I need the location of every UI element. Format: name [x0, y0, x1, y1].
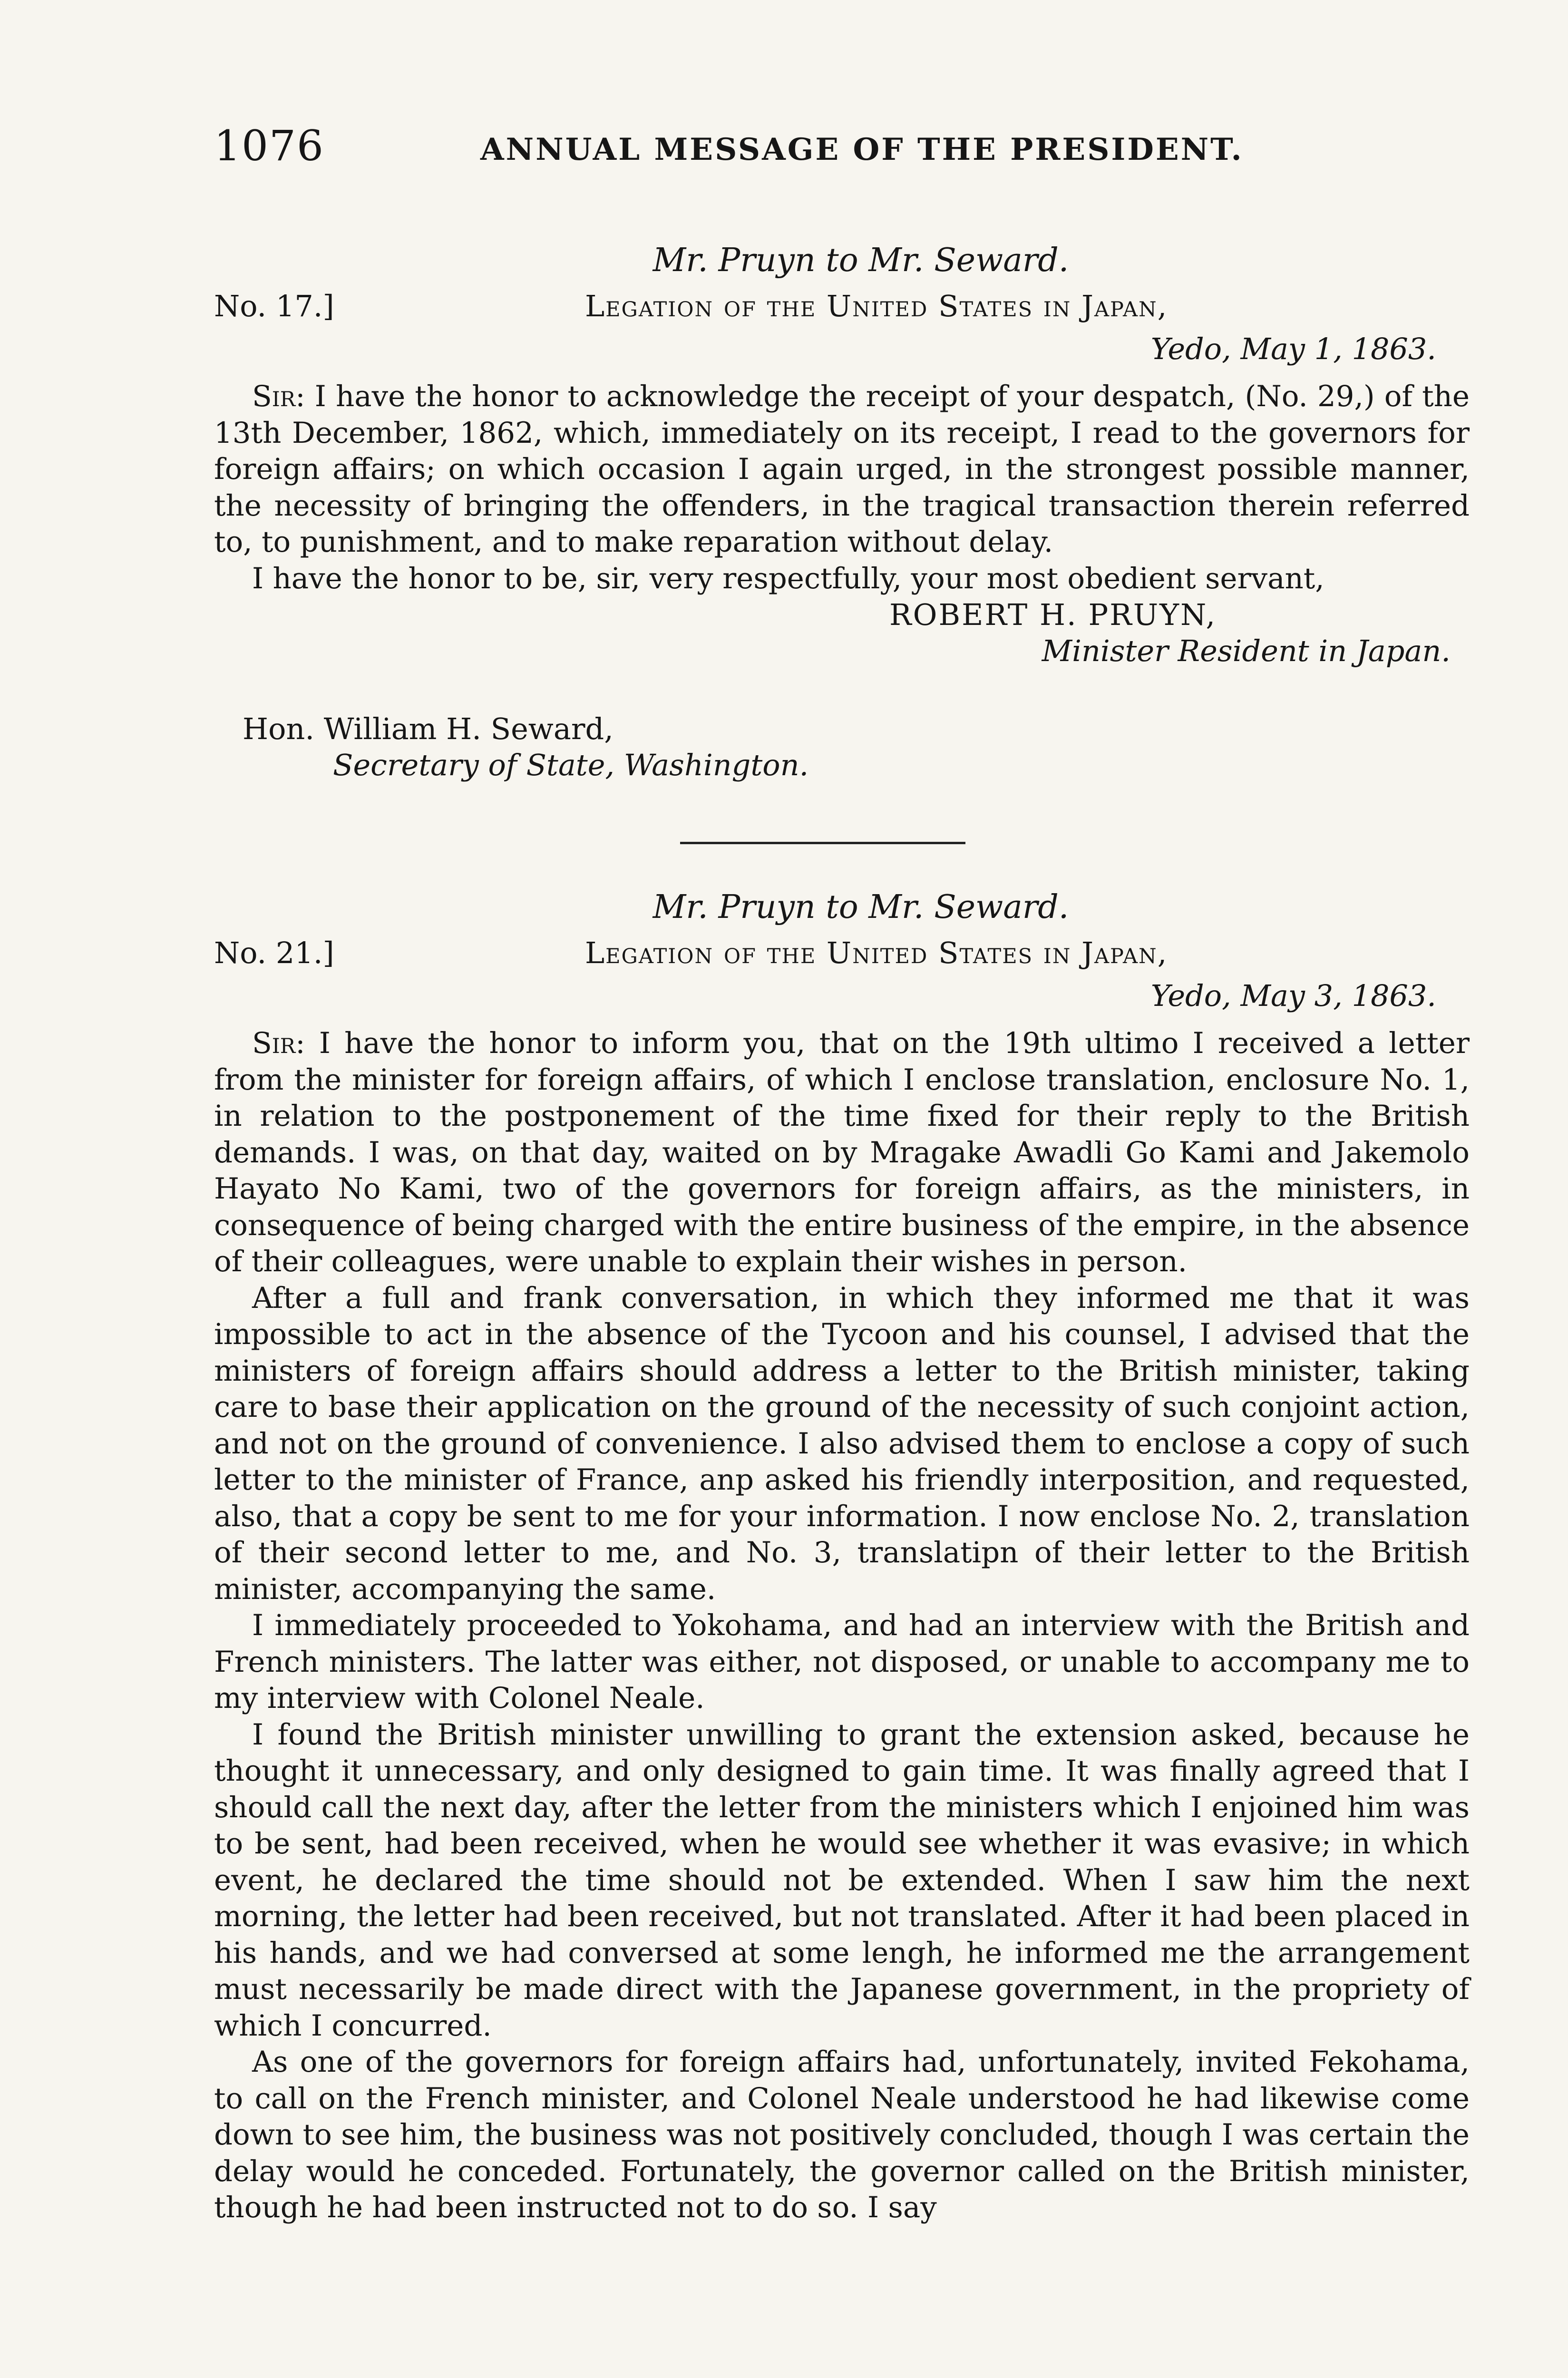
dateline: Yedo, May 3, 1863.	[1150, 978, 1436, 1013]
letter-number: No. 21.]	[214, 936, 334, 970]
paragraph: I immediately proceeded to Yokohama, and had an interview with the British and French ministers. The latter was either, not disposed, or unable to accompany me to my interview with Colonel Neale.	[214, 1608, 1470, 1715]
letter-body	[214, 1025, 1470, 2226]
letter-meta	[214, 283, 1470, 379]
page-header	[214, 121, 1470, 188]
letter-number: No. 17.]	[214, 289, 334, 323]
legation-line: Legation of the United States in Japan,	[585, 289, 1168, 323]
paragraph	[214, 379, 1470, 561]
signature-block	[214, 597, 1470, 711]
legation-line: Legation of the United States in Japan,	[585, 936, 1168, 970]
signature-title: Minister Resident in Japan.	[1042, 633, 1451, 668]
paragraph: I found the British minister unwilling to grant the extension asked, because he thought it unnecessary, and only designed to gain time. It was finally agreed that I should call the next day, after the letter from the ministers which I enjoined him was to be sent, had been received, when he would see whether it was evasive; in which event, he declared the time should not be extended. When I saw him the next morning, the letter had been received, but not translated. After it had been placed in his hands, and we had conversed at some lengh, he informed me the arrangement must necessarily be made direct with the Japanese government, in the propriety of which I concurred.	[214, 1717, 1470, 2043]
salutation: Sir:	[252, 380, 305, 413]
paragraph: As one of the governors for foreign affairs had, unfortunately, invited Fekohama, to call on the French minister, and Colonel Neale understood he had likewise come down to see him, the business was not positively concluded, though I was certain the delay would he conceded. Fortunately, the governor called on the British minister, though he had been instructed not to do so. I say	[214, 2045, 1470, 2224]
paragraph	[214, 1025, 1470, 1280]
letter-meta	[214, 930, 1470, 1025]
signature-name: ROBERT H. PRUYN,	[889, 597, 1217, 632]
letter-no-17	[214, 238, 1470, 783]
paragraph-text: I have the honor to inform you, that on the 19th ultimo I received a letter from the minister for foreign affairs, of which I enclose translation, enclosure No. 1, in relation to the postponement of the time fixed for their reply to the British demands. I was, on that day, waited on by Mragake Awadli Go Kami and Jakemolo Hayato No Kami, two of the governors for foreign affairs, as the ministers, in consequence of being charged with the entire business of the empire, in the absence of their colleagues, were unable to explain their wishes in person.	[214, 1026, 1470, 1278]
dateline: Yedo, May 1, 1863.	[1150, 331, 1436, 366]
section-divider	[680, 842, 965, 844]
running-title: ANNUAL MESSAGE OF THE PRESIDENT.	[480, 132, 1244, 167]
addressee-block	[214, 711, 1470, 783]
addressee-title: Secretary of State, Washington.	[333, 748, 809, 782]
paragraph-text: I have the honor to acknowledge the receipt of your despatch, (No. 29,) of the 13th December, 1862, which, immediately on its receipt, I read to the governors for foreign affairs; on which occasion I again urged, in the strongest possible manner, the necessity of bringing the offenders, in the tragical transaction therein referred to, to punishment, and to make reparation without delay.	[214, 380, 1470, 559]
addressee-name: Hon. William H. Seward,	[243, 711, 614, 746]
letter-body	[214, 379, 1470, 597]
paragraph: I have the honor to be, sir, very respectfully, your most obedient servant,	[252, 561, 1325, 595]
paragraph: After a full and frank conversation, in which they informed me that it was impossible to act in the absence of the Tycoon and his counsel, I advised that the ministers of foreign affairs should address a letter to the British minister, taking care to base their application on the ground of the necessity of such conjoint action, and not on the ground of convenience. I also advised them to enclose a copy of such letter to the minister of France, anp asked his friendly interposition, and requested, also, that a copy be sent to me for your information. I now enclose No. 2, translation of their second letter to me, and No. 3, translatipn of their letter to the British minister, accompanying the same.	[214, 1281, 1470, 1606]
salutation: Sir:	[252, 1026, 305, 1060]
letter-heading: Mr. Pruyn to Mr. Seward.	[653, 888, 1069, 926]
letter-heading: Mr. Pruyn to Mr. Seward.	[653, 242, 1069, 279]
page-number: 1076	[214, 121, 324, 170]
letter-no-21	[214, 885, 1470, 2226]
